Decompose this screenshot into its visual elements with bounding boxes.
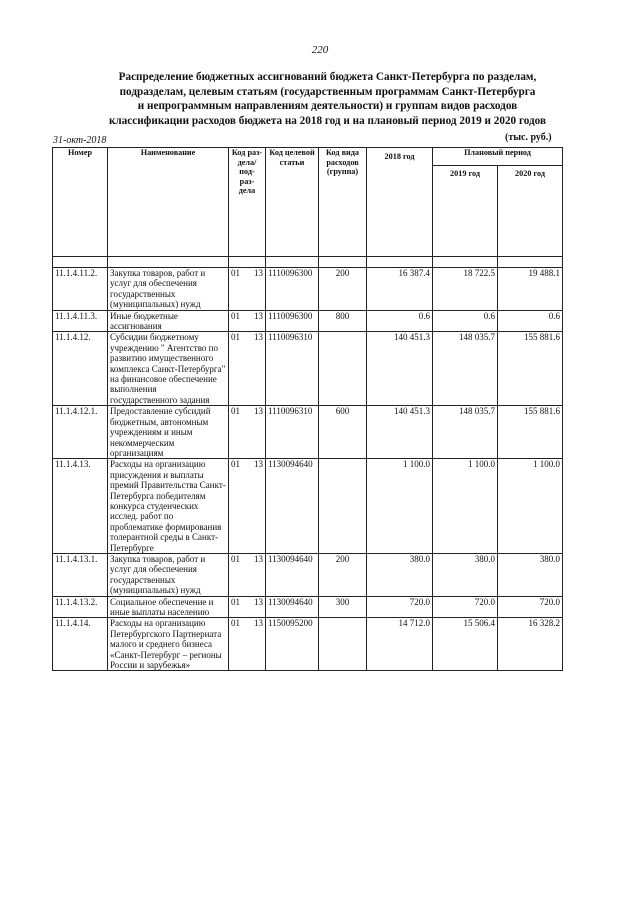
row-section: 01 13 (229, 553, 266, 596)
row-target: 1130094640 (266, 553, 319, 596)
row-2020: 16 328.2 (498, 618, 563, 671)
row-name: Социальное обеспечение и иные выплаты населению (108, 596, 229, 618)
row-section: 01 13 (229, 459, 266, 554)
row-2020: 155 881.6 (498, 332, 563, 406)
row-2019: 720.0 (433, 596, 498, 618)
row-2018: 140 451.3 (367, 406, 433, 459)
row-2019: 0.6 (433, 310, 498, 332)
row-number: 11.1.4.13.2. (53, 596, 108, 618)
row-type: 800 (319, 310, 367, 332)
row-number: 11.1.4.12.1. (53, 406, 108, 459)
row-type (319, 332, 367, 406)
row-2018: 14 712.0 (367, 618, 433, 671)
row-name: Расходы на организацию Петербургского Партнериата малого и среднего бизнеса «Санкт-Петербург – регионы России и зарубежья» (108, 618, 229, 671)
page-number: 220 (311, 44, 329, 56)
table-row (53, 459, 563, 554)
row-2020: 380.0 (498, 553, 563, 596)
row-name: Предоставление субсидий бюджетным, автономным учреждениям и иным некоммерческим организациям (108, 406, 229, 459)
row-2019: 380.0 (433, 553, 498, 596)
row-2018: 380.0 (367, 553, 433, 596)
row-number: 11.1.4.11.2. (53, 268, 108, 311)
row-type: 300 (319, 596, 367, 618)
row-type (319, 459, 367, 554)
row-section: 01 13 (229, 310, 266, 332)
row-target: 1110096310 (266, 406, 319, 459)
title-line: Распределение бюджетных ассигнований бюджета Санкт-Петербурга по разделам, (118, 71, 537, 83)
row-2018: 1 100.0 (367, 459, 433, 554)
row-target: 1110096300 (266, 310, 319, 332)
row-2019: 1 100.0 (433, 459, 498, 554)
title-line: подразделам, целевым статьям (государственным программам Санкт-Петербурга (119, 85, 536, 98)
table-row (53, 310, 563, 332)
row-name: Субсидии бюджетному учреждению " Агентство по развитию имущественного комплекса Санкт-Петербурга" на финансовое обеспечение выполнения государственного задания (108, 332, 229, 406)
row-2019: 148 035.7 (433, 406, 498, 459)
row-2019: 18 722.5 (433, 268, 498, 311)
title-line: классификации расходов бюджета на 2018 год и на плановый период 2019 и 2020 годов (108, 114, 547, 127)
table-row (53, 406, 563, 459)
row-number: 11.1.4.13.1. (53, 553, 108, 596)
row-number: 11.1.4.14. (53, 618, 108, 671)
header-expense-type: Код вида расходов (группа) (319, 148, 367, 257)
row-type: 200 (319, 553, 367, 596)
row-name: Расходы на организацию присуждения и выплаты премий Правительства Санкт-Петербурга победителям конкурса студенческих исслед. работ по проблематике формирования толерантной среды в Санкт-Петербурге (108, 459, 229, 554)
table-row (53, 268, 563, 311)
row-target: 1150095200 (266, 618, 319, 671)
row-section: 01 13 (229, 596, 266, 618)
units-label: (тыс. руб.) (505, 132, 552, 143)
row-2018: 720.0 (367, 596, 433, 618)
row-2018: 0.6 (367, 310, 433, 332)
document-date: 31-окт-2018 (53, 135, 107, 146)
row-2020: 1 100.0 (498, 459, 563, 554)
table-row (53, 596, 563, 618)
row-2019: 15 506.4 (433, 618, 498, 671)
table-row (53, 332, 563, 406)
row-name: Закупка товаров, работ и услуг для обеспечения государственных (муниципальных) нужд (108, 268, 229, 311)
header-planned-period: Плановый период (433, 148, 563, 166)
row-target: 1130094640 (266, 459, 319, 554)
budget-table (52, 147, 563, 671)
row-2019: 148 035.7 (433, 332, 498, 406)
row-type: 200 (319, 268, 367, 311)
row-section: 01 13 (229, 268, 266, 311)
row-target: 1130094640 (266, 596, 319, 618)
row-2020: 0.6 (498, 310, 563, 332)
table-row (53, 618, 563, 671)
row-target: 1110096310 (266, 332, 319, 406)
header-year-2020: 2020 год (498, 166, 563, 257)
row-section: 01 13 (229, 406, 266, 459)
row-target: 1110096300 (266, 268, 319, 311)
row-section: 01 13 (229, 618, 266, 671)
row-type: 600 (319, 406, 367, 459)
row-2018: 140 451.3 (367, 332, 433, 406)
row-number: 11.1.4.12. (53, 332, 108, 406)
header-target-code: Код целевой статьи (266, 148, 319, 257)
row-number: 11.1.4.13. (53, 459, 108, 554)
row-2020: 155 881.6 (498, 406, 563, 459)
table-row (53, 553, 563, 596)
row-2018: 16 387.4 (367, 268, 433, 311)
header-year-2018: 2018 год (367, 148, 433, 257)
header-name: Наименование (108, 148, 229, 257)
row-2020: 720.0 (498, 596, 563, 618)
header-year-2019: 2019 год (433, 166, 498, 257)
row-name: Закупка товаров, работ и услуг для обеспечения государственных (муниципальных) нужд (108, 553, 229, 596)
row-number: 11.1.4.11.3. (53, 310, 108, 332)
row-section: 01 13 (229, 332, 266, 406)
row-type (319, 618, 367, 671)
header-number: Номер (53, 148, 108, 257)
header-section-code: Код раз- дела/ под- раз- дела (229, 148, 266, 257)
title-line: и непрограммным направлениям деятельности) и группам видов расходов (137, 100, 518, 113)
row-2020: 19 488.1 (498, 268, 563, 311)
row-name: Иные бюджетные ассигнования (108, 310, 229, 332)
document-title (40, 70, 615, 128)
